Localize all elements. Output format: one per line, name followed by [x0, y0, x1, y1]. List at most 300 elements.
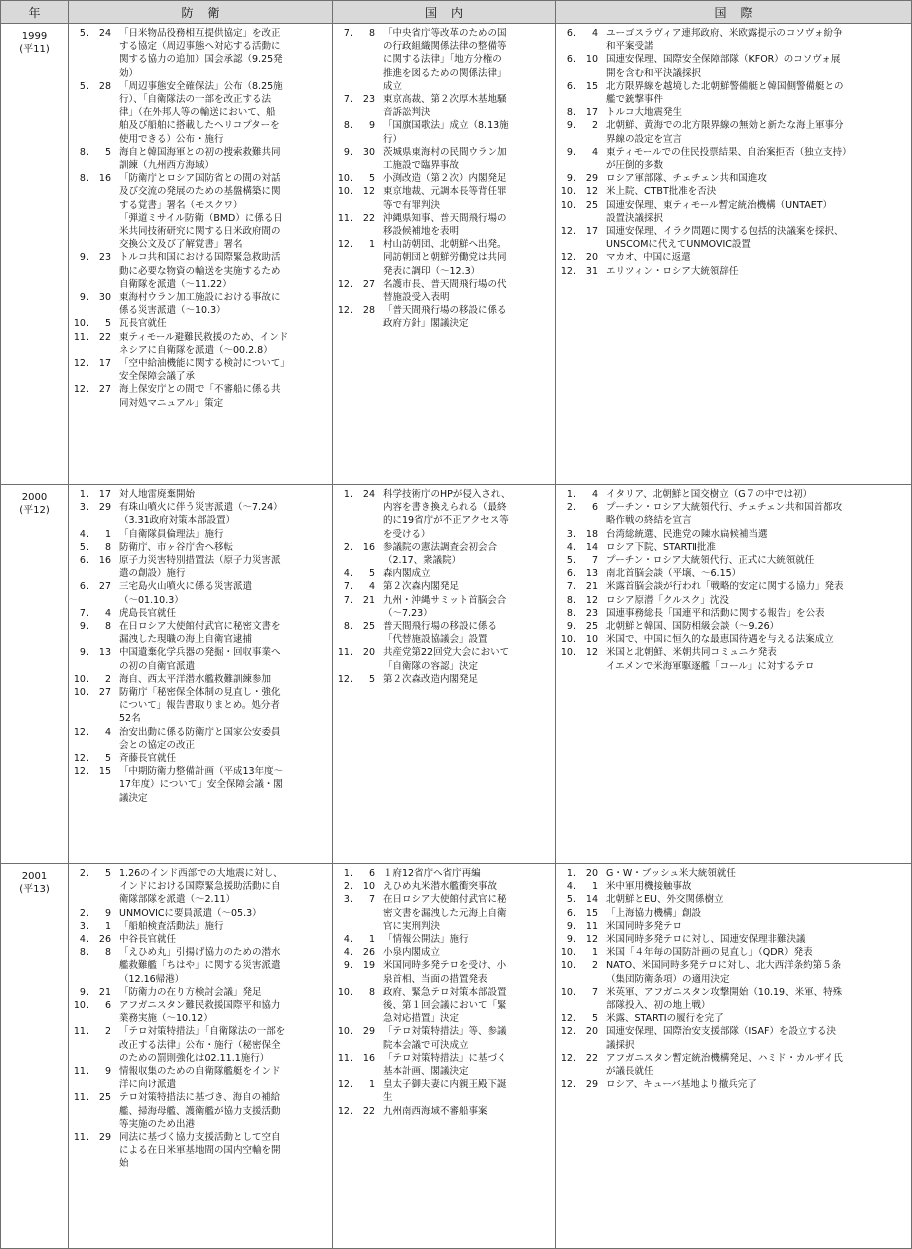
event-date	[69, 867, 111, 907]
event-date	[69, 999, 111, 1025]
event-date	[69, 541, 111, 554]
event-text: 治安出動に係る防衛庁と国家公安委員 会との協定の改正	[119, 726, 281, 751]
header-row	[1, 1, 912, 24]
event-text: 「えひめ丸」引揚げ協力のための潜水 艦救難艦「ちはや」に関する災害派遣 （12.16帰港）	[119, 947, 281, 985]
event-date	[556, 620, 598, 633]
event-date	[556, 554, 598, 567]
event-text: 第２次森改造内閣発足	[383, 673, 479, 685]
event-item	[333, 27, 555, 93]
event-day: 21	[98, 986, 111, 998]
event-text: 「テロ対策特措法」に基づく 基本計画、閣議決定	[383, 1052, 507, 1078]
event-item	[333, 567, 555, 580]
event-day: 1	[591, 947, 598, 959]
event-text: 米国同時多発テロに対し、国連安保理非難決議	[606, 934, 806, 946]
event-day: 30	[362, 146, 375, 158]
event-day: 5	[368, 568, 375, 580]
event-text: 情報収集のための自衛隊艦艇をインド 洋に向け派遣	[119, 1066, 281, 1091]
event-text: 在日ロシア大使館付武官に秘 密文書を漏洩した元海上自衛 官に実刑判決	[383, 894, 507, 932]
event-month: 9.	[566, 120, 576, 132]
event-date	[333, 646, 375, 672]
event-month: 11.	[73, 1132, 89, 1144]
event-text: 参議院の憲法調査会初会合 （2.17、衆議院）	[383, 541, 498, 567]
event-date	[556, 1012, 598, 1025]
event-day: 29	[585, 173, 598, 185]
event-text: イエメンで米海軍駆逐艦「コール」に対するテロ	[606, 660, 815, 672]
event-date	[69, 212, 111, 252]
event-day: 10	[585, 634, 598, 646]
event-item	[333, 946, 555, 959]
event-month: 1.	[343, 868, 353, 879]
event-month: 12.	[337, 239, 353, 251]
event-day: 20	[585, 252, 598, 264]
event-day: 12	[362, 186, 375, 198]
event-month: 10.	[560, 186, 576, 198]
event-item	[556, 646, 911, 659]
event-item	[333, 594, 555, 620]
event-text: 1.26のインド西部での大地震に対し、 インドにおける国際緊急援助活動に自 衛隊部隊を派遣（～2.11）	[119, 868, 283, 906]
year-label: 2001	[21, 871, 48, 882]
event-month: 1.	[566, 489, 576, 500]
event-item	[556, 488, 911, 501]
event-item	[69, 1091, 332, 1131]
event-month: 11.	[73, 1026, 89, 1038]
event-text: 名護市長、普天間飛行場の代 替施設受入表明	[383, 278, 507, 304]
event-item	[69, 946, 332, 986]
event-item	[556, 199, 911, 225]
event-item	[69, 541, 332, 554]
event-item	[69, 580, 332, 606]
event-day: 8	[104, 947, 111, 959]
event-item	[333, 880, 555, 893]
event-month	[556, 660, 576, 673]
event-item	[333, 1078, 555, 1104]
event-month: 10.	[337, 173, 353, 185]
event-text: 東京地裁、元調本長等背任罪 等で有罪判決	[383, 186, 507, 211]
event-item	[556, 946, 911, 959]
event-date	[69, 291, 111, 317]
event-month: 6.	[566, 54, 576, 66]
event-text: プーチン・ロシア大統領代行、正式に大統領就任	[606, 555, 815, 567]
event-day: 17	[585, 226, 598, 238]
event-item	[556, 528, 911, 541]
event-date	[69, 920, 111, 933]
event-date	[333, 541, 375, 567]
event-date	[333, 946, 375, 959]
event-day: 8	[368, 28, 375, 39]
event-month: 12.	[560, 226, 576, 238]
event-month: 10.	[560, 947, 576, 959]
event-text: ユーゴスラヴィア連邦政府、米欧露提示のコソヴォ紛争 和平案受諾	[606, 28, 843, 53]
event-text: アフガニスタン暫定統治機構発足、ハミド・カルザイ氏 が議長就任	[606, 1052, 843, 1078]
event-text: 米上院、CTBT批准を否決	[606, 186, 717, 198]
header-international: 国際	[556, 1, 912, 24]
defense-cell	[69, 864, 333, 1249]
event-date	[556, 907, 598, 920]
event-date	[69, 357, 111, 383]
event-day: 26	[362, 947, 375, 959]
event-date	[333, 27, 375, 93]
event-month	[69, 212, 89, 252]
event-item	[333, 238, 555, 278]
event-item	[333, 488, 555, 541]
event-text: NATO、米国同時多発テロに対し、北大西洋条約第５条 （集団防衛条項）の適用決定	[606, 960, 842, 985]
event-day: 16	[362, 1052, 375, 1064]
event-text: 米露首脳会談が行われ「戦略的安定に関する協力」発表	[606, 581, 844, 593]
event-day: 4	[591, 28, 598, 39]
event-day: 24	[362, 489, 375, 500]
event-text: 海自と韓国海軍との初の捜索救難共同 訓練（九州西方海域）	[119, 146, 281, 172]
event-date	[69, 1131, 111, 1171]
event-item	[69, 607, 332, 620]
event-text: 米中軍用機接触事故	[606, 881, 692, 893]
event-date	[69, 383, 111, 409]
event-item	[69, 646, 332, 672]
event-text: 第２次森内閣発足	[383, 581, 460, 593]
event-day: 17	[98, 358, 111, 370]
event-date	[69, 501, 111, 527]
event-month: 4.	[79, 528, 89, 540]
event-day: 1	[368, 934, 375, 946]
event-month: 11.	[73, 1066, 89, 1078]
event-item	[69, 686, 332, 726]
event-text: 九州・沖縄サミット首脳会合 （～7.23）	[383, 594, 507, 619]
event-text: 「日米物品役務相互提供協定」を改正 する協定（周辺事態へ対応する活動に 関する協力の追加）国会承認（9.25発 効）	[119, 28, 283, 79]
event-month: 10.	[337, 986, 353, 998]
event-text: 「テロ対策特措法」等、参議 院本会議で可決成立	[383, 1026, 507, 1051]
defense-cell	[69, 24, 333, 485]
event-item	[333, 646, 555, 672]
event-day: 1	[104, 920, 111, 932]
event-day: 2	[591, 120, 598, 132]
event-day	[576, 660, 598, 673]
event-date	[556, 53, 598, 79]
event-text: 「上海協力機構」創設	[606, 907, 702, 919]
event-day: 4	[104, 607, 111, 619]
event-day: 14	[585, 894, 598, 906]
event-text: 共産党第22回党大会において 「自衛隊の容認」決定	[383, 647, 510, 672]
event-text: 科学技術庁のHPが侵入され、 内容を書き換えられる（最終 的に19省庁が不正アクセス等 を受ける）	[383, 489, 511, 540]
event-date	[333, 567, 375, 580]
event-item	[69, 620, 332, 646]
event-date	[556, 225, 598, 251]
event-item	[69, 501, 332, 527]
event-text: UNMOVICに要員派遣（～05.3）	[119, 907, 262, 919]
event-item	[333, 867, 555, 880]
event-date	[556, 867, 598, 880]
event-day: 29	[585, 1079, 598, 1091]
event-day: 30	[98, 292, 111, 304]
event-date	[333, 673, 375, 686]
event-date	[69, 726, 111, 752]
event-date	[556, 106, 598, 119]
event-day: 13	[98, 647, 111, 659]
event-item	[556, 907, 911, 920]
event-date	[69, 554, 111, 580]
event-date	[556, 119, 598, 145]
event-item	[333, 580, 555, 593]
event-item	[69, 920, 332, 933]
event-month: 6.	[79, 581, 89, 593]
event-date	[69, 765, 111, 805]
event-day: 27	[98, 687, 111, 699]
event-item	[333, 986, 555, 1026]
event-month: 9.	[79, 252, 89, 264]
event-day: 16	[362, 541, 375, 553]
event-text: マカオ、中国に返還	[606, 252, 691, 264]
event-month: 12.	[337, 305, 353, 317]
event-item	[556, 580, 911, 593]
event-text: 南北首脳会談（平壌、～6.15）	[606, 568, 742, 580]
event-day: 21	[362, 594, 375, 606]
event-day: 19	[362, 960, 375, 972]
event-day: 25	[362, 621, 375, 633]
event-day: 16	[98, 555, 111, 567]
event-day: 2	[104, 1026, 111, 1038]
event-day: 5	[368, 173, 375, 185]
event-date	[333, 959, 375, 985]
event-item	[556, 1012, 911, 1025]
event-day: 14	[585, 541, 598, 553]
event-text: 北朝鮮とEU、外交関係樹立	[606, 894, 724, 906]
event-item	[556, 554, 911, 567]
event-item	[333, 185, 555, 211]
event-item	[556, 607, 911, 620]
event-date	[69, 528, 111, 541]
event-month: 1.	[566, 868, 576, 879]
event-day: 26	[98, 934, 111, 946]
event-text: ロシア下院、STARTⅡ批准	[606, 541, 716, 553]
event-month: 11.	[73, 1092, 89, 1104]
event-day: 1	[104, 528, 111, 540]
event-month: 12.	[73, 384, 89, 396]
event-day: 15	[585, 80, 598, 92]
event-item	[69, 331, 332, 357]
event-item	[333, 278, 555, 304]
event-item	[556, 567, 911, 580]
event-month: 4.	[79, 934, 89, 946]
event-month: 12.	[337, 1079, 353, 1091]
event-date	[69, 646, 111, 672]
event-date	[333, 880, 375, 893]
event-month: 9.	[79, 621, 89, 633]
event-month: 11.	[337, 647, 353, 659]
event-text: 皇太子御夫妻に内親王殿下誕 生	[383, 1079, 507, 1104]
event-day: 4	[104, 726, 111, 738]
event-month: 12.	[560, 1013, 576, 1025]
event-text: 東京高裁、第２次厚木基地騒 音訴訟判決	[383, 94, 507, 119]
event-item	[69, 146, 332, 172]
event-day: 16	[98, 173, 111, 185]
event-item	[69, 357, 332, 383]
event-month: 6.	[566, 28, 576, 39]
event-month: 8.	[79, 173, 89, 185]
event-date	[333, 212, 375, 238]
event-day: 20	[585, 868, 598, 879]
international-cell	[556, 24, 912, 485]
event-text: 国連安保理、イラク問題に関する包括的決議案を採択、 UNSCOMに代えてUNMOVIC設置	[606, 226, 844, 251]
event-day: 25	[98, 1092, 111, 1104]
event-month: 12.	[337, 278, 353, 290]
event-item	[556, 119, 911, 145]
event-month: 12.	[73, 358, 89, 370]
event-month: 8.	[343, 120, 353, 132]
event-text: 斉藤長官就任	[119, 753, 177, 765]
event-date	[333, 620, 375, 646]
event-date	[556, 146, 598, 172]
event-date	[556, 1052, 598, 1078]
event-item	[556, 620, 911, 633]
event-date	[556, 946, 598, 959]
event-day: 1	[368, 1079, 375, 1091]
event-day: 8	[104, 541, 111, 553]
event-day: 4	[368, 581, 375, 593]
event-day: 23	[98, 252, 111, 264]
event-item	[69, 752, 332, 765]
event-text: 「テロ対策特措法」「自衛隊法の一部を 改正する法律」公布・施行（秘密保全 のための罰則強化は02.11.1施行）	[119, 1026, 286, 1064]
event-item	[333, 1025, 555, 1051]
event-text: 「船舶検査活動法」施行	[119, 920, 224, 932]
event-text: 「周辺事態安全確保法」公布（8.25施 行）、「自衛隊法の一部を改正する法 律」（在外邦人等の輸送において、船 舶及び船舶に搭載したヘリコプターを 使用できる）公布・施行	[119, 80, 283, 145]
event-item	[556, 867, 911, 880]
event-day: 7	[591, 555, 598, 567]
event-text: ロシア、キューバ基地より撤兵完了	[606, 1079, 757, 1091]
event-month: 8.	[343, 621, 353, 633]
event-month: 4.	[343, 934, 353, 946]
event-date	[333, 986, 375, 1026]
event-day: 20	[585, 1026, 598, 1038]
event-item	[69, 999, 332, 1025]
event-date	[556, 501, 598, 527]
event-date	[556, 172, 598, 185]
event-month: 5.	[79, 80, 89, 92]
event-text: ロシア軍部隊、チェチェン共和国進攻	[606, 173, 767, 185]
event-date	[69, 686, 111, 726]
event-text: 北朝鮮、黄海での北方限界線の無効と新たな海上軍事分 界線の設定を宣言	[606, 120, 844, 145]
event-text: 「弾道ミサイル防衛（BMD）に係る日 米共同技術研究に関する日米政府間の 交換公文及び了解覚書」署名	[119, 212, 283, 251]
international-cell	[556, 864, 912, 1249]
event-date	[333, 1025, 375, 1051]
event-date	[69, 317, 111, 330]
event-date	[333, 1105, 375, 1118]
event-date	[333, 119, 375, 145]
event-text: １府12省庁へ省庁再編	[383, 868, 481, 879]
event-day: 24	[98, 28, 111, 39]
event-month: 12.	[337, 1105, 353, 1117]
event-month: 12.	[560, 252, 576, 264]
event-item	[556, 1025, 911, 1051]
event-date	[69, 488, 111, 501]
event-text: 国連安保理、東ティモール暫定統治機構（UNTAET） 設置決議採択	[606, 199, 833, 224]
event-date	[69, 331, 111, 357]
event-text: 虎島長官就任	[119, 607, 177, 619]
event-day: 27	[362, 278, 375, 290]
event-day: 21	[585, 581, 598, 593]
event-day: 25	[585, 199, 598, 211]
event-day: 22	[362, 212, 375, 224]
event-text: 「中期防衛力整備計画（平成13年度～ 17年度）について」安全保障会議・閣 議決定	[119, 766, 284, 804]
event-month: 12.	[560, 1026, 576, 1038]
event-text: エリツィン・ロシア大統領辞任	[606, 265, 739, 277]
event-text: 有珠山噴火に伴う災害派遣（～7.24） （3.31政府対策本部設置）	[119, 502, 283, 527]
event-day: 5	[368, 673, 375, 685]
event-item	[333, 93, 555, 119]
year-cell	[1, 24, 69, 485]
event-item	[556, 986, 911, 1012]
event-text: 「空中給油機能に関する検討について」 安全保障会議了承	[119, 358, 290, 383]
event-month: 12.	[73, 726, 89, 738]
event-day: 11	[585, 920, 598, 932]
event-text: 東海村ウラン加工施設における事故に 係る災害派遣（～10.3）	[119, 292, 281, 317]
event-date	[556, 920, 598, 933]
event-item	[556, 933, 911, 946]
event-date	[556, 251, 598, 264]
event-day: 13	[585, 568, 598, 580]
event-item	[69, 27, 332, 80]
event-date	[69, 946, 111, 986]
event-month: 1.	[79, 489, 89, 500]
defense-cell	[69, 485, 333, 864]
event-day: 27	[98, 384, 111, 396]
event-day	[89, 212, 111, 252]
year-row	[1, 485, 912, 864]
event-day: 6	[591, 502, 598, 514]
event-date	[69, 752, 111, 765]
event-month: 12.	[337, 673, 353, 685]
event-day: 15	[585, 907, 598, 919]
event-date	[556, 199, 598, 225]
event-text: 東ティモールでの住民投票結果、自治案拒否（独立支持） が圧倒的多数	[606, 146, 852, 172]
event-month: 9.	[343, 960, 353, 972]
event-day: 12	[585, 186, 598, 198]
event-month: 11.	[337, 1052, 353, 1064]
event-date	[556, 959, 598, 985]
event-text: テロ対策特措法に基づき、海自の補給 艦、掃海母艦、護衛艦が協力支援活動 等実施のため出港	[119, 1092, 281, 1130]
event-item	[333, 1105, 555, 1118]
event-month: 2.	[343, 881, 353, 893]
event-text: 中国遺棄化学兵器の発掘・回収事業へ の初の自衛官派遣	[119, 647, 281, 672]
event-date	[333, 1052, 375, 1078]
event-day: 1	[591, 881, 598, 893]
event-item	[69, 291, 332, 317]
domestic-cell	[333, 485, 556, 864]
event-item	[556, 633, 911, 646]
event-day: 23	[585, 607, 598, 619]
event-month: 7.	[343, 94, 353, 106]
event-text: 米露、STARTⅠの履行を完了	[606, 1013, 724, 1025]
event-item	[69, 528, 332, 541]
event-date	[333, 488, 375, 541]
event-date	[333, 93, 375, 119]
event-day: 2	[104, 673, 111, 685]
event-month: 8.	[566, 594, 576, 606]
event-item	[69, 726, 332, 752]
event-date	[69, 172, 111, 212]
event-date	[556, 933, 598, 946]
event-item	[556, 53, 911, 79]
event-date	[69, 580, 111, 606]
event-date	[333, 304, 375, 330]
event-text: ロシア原潜「クルスク」沈没	[606, 594, 729, 606]
event-day: 12	[585, 647, 598, 659]
event-item	[556, 920, 911, 933]
event-day: 22	[585, 1052, 598, 1064]
event-month: 10.	[73, 673, 89, 685]
event-month: 12.	[560, 1079, 576, 1091]
event-text: 「普天間飛行場の移設に係る 政府方針」閣議決定	[383, 305, 507, 330]
event-item	[69, 1065, 332, 1091]
year-row	[1, 864, 912, 1249]
event-text: 国連安保理、国際安全保障部隊（KFOR）のコソヴォ展 開を含む和平決議採択	[606, 54, 841, 79]
